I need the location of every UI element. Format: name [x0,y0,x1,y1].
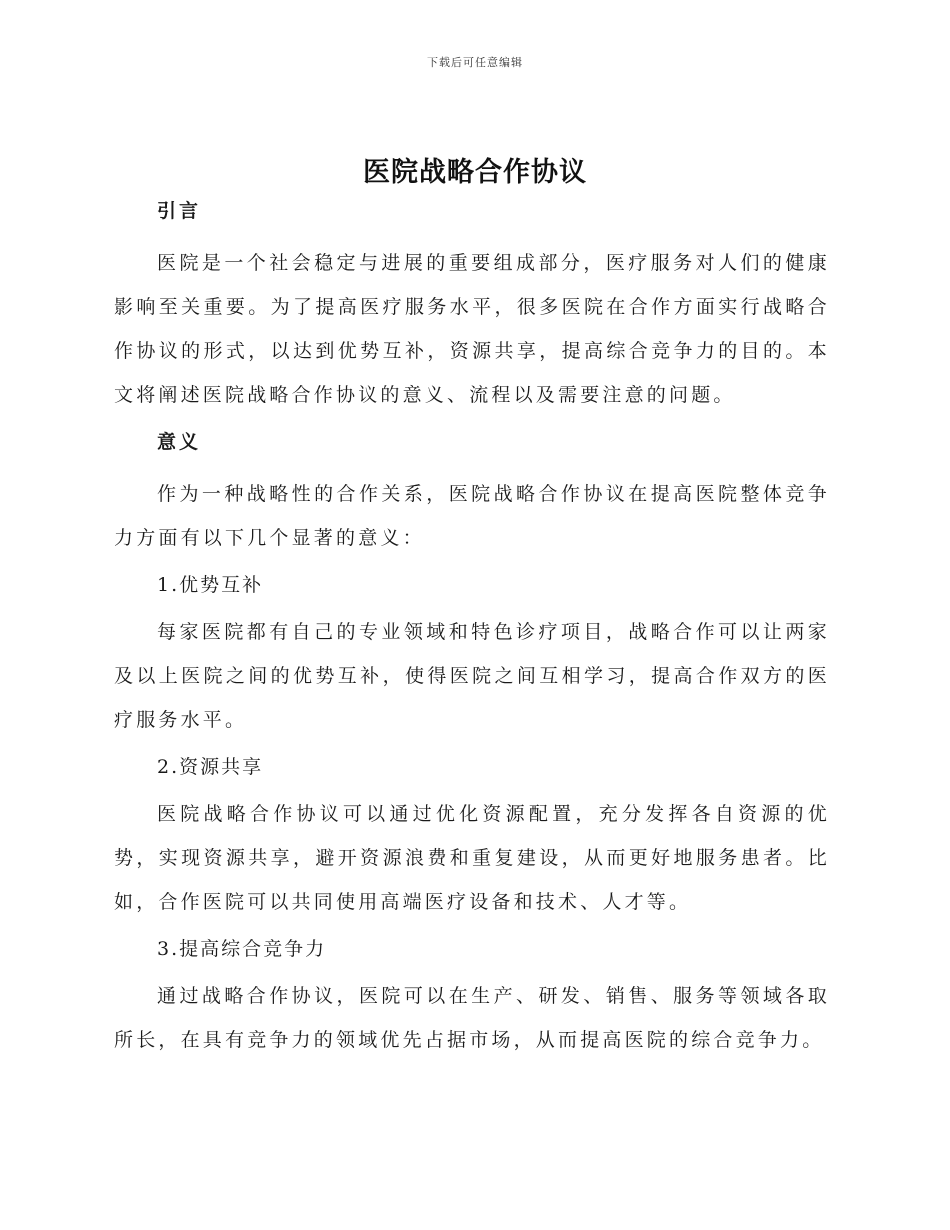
meaning-paragraph: 作为一种战略性的合作关系，医院战略合作协议在提高医院整体竞争力方面有以下几个显著的意义： [114,483,830,549]
item-title-1: 1.优势互补 [157,574,264,596]
section-heading-intro: 引言 [157,200,202,222]
item-title-2: 2.资源共享 [157,756,264,778]
header-note: 下载后可任意编辑 [427,56,523,69]
item-title-3: 3.提高综合竞争力 [157,938,327,960]
item-paragraph-3: 通过战略合作协议，医院可以在生产、研发、销售、服务等领域各取所长，在具有竞争力的领域优先占据市场，从而提高医院的综合竞争力。 [114,985,830,1051]
item-paragraph-1: 每家医院都有自己的专业领域和特色诊疗项目，战略合作可以让两家及以上医院之间的优势互补，使得医院之间互相学习，提高合作双方的医疗服务水平。 [114,621,830,731]
intro-paragraph: 医院是一个社会稳定与进展的重要组成部分，医疗服务对人们的健康影响至关重要。为了提高医疗服务水平，很多医院在合作方面实行战略合作协议的形式，以达到优势互补，资源共享，提高综合竞争力的目的。本文将阐述医院战略合作协议的意义、流程以及需要注意的问题。 [114,252,830,406]
item-paragraph-2: 医院战略合作协议可以通过优化资源配置，充分发挥各自资源的优势，实现资源共享，避开资源浪费和重复建设，从而更好地服务患者。比如，合作医院可以共同使用高端医疗设备和技术、人才等。 [114,803,830,913]
document-title: 医院战略合作协议 [363,157,587,188]
document-body [114,194,830,1065]
section-heading-meaning: 意义 [157,431,202,453]
